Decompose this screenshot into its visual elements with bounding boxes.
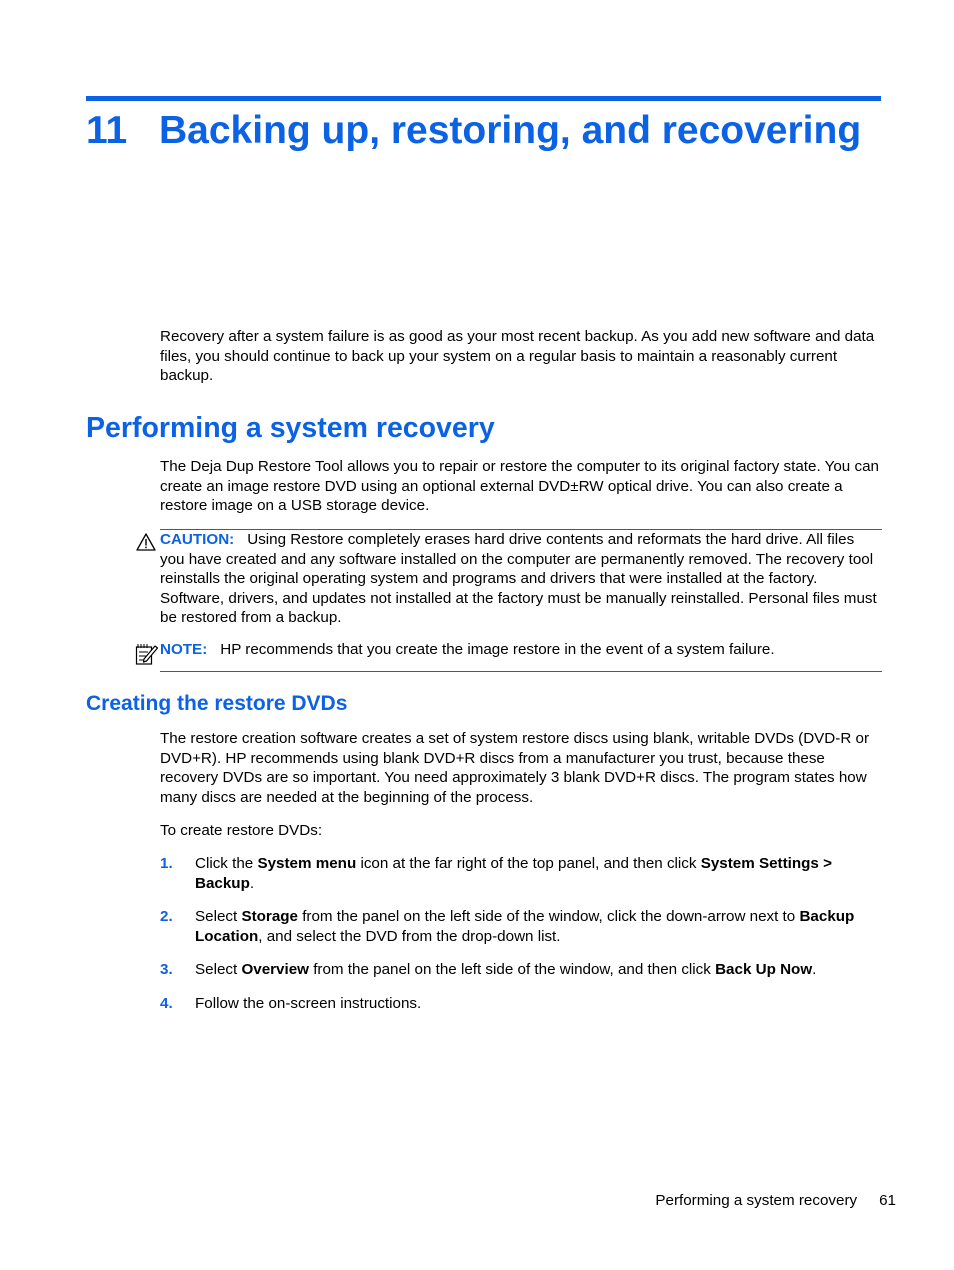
caution-text: Using Restore completely erases hard drive contents and reformats the hard drive. All files you have created and any software installed on the computer are permanently removed. The recovery tool reinstalls the original operating system and programs and drivers that were installed at the factory. Software, drivers, and updates not installed at the factory must be manually reinstalled. Personal files must be restored from a backup. bbox=[160, 531, 877, 627]
note-pencil-icon bbox=[135, 642, 159, 666]
note-text: HP recommends that you create the image restore in the event of a system failure. bbox=[220, 641, 775, 658]
step-text: Click the System menu icon at the far right of the top panel, and then click System Settings > Backup. bbox=[195, 855, 832, 892]
step-item bbox=[160, 907, 882, 946]
note-block bbox=[160, 640, 882, 660]
step-text: Select Storage from the panel on the left side of the window, click the down-arrow next to Backup Location, and select the DVD from the drop-down list. bbox=[195, 908, 855, 945]
chapter-title: Backing up, restoring, and recovering bbox=[159, 109, 862, 152]
step-text: Follow the on-screen instructions. bbox=[195, 995, 422, 1012]
caution-block bbox=[160, 530, 882, 628]
page-footer bbox=[655, 1192, 896, 1209]
steps-lead: To create restore DVDs: bbox=[160, 822, 323, 839]
step-number: 4. bbox=[160, 995, 173, 1012]
step-item bbox=[160, 960, 882, 980]
footer-section-title: Performing a system recovery bbox=[655, 1192, 858, 1209]
chapter-rule bbox=[86, 96, 881, 101]
page-number: 61 bbox=[879, 1192, 896, 1209]
step-number: 3. bbox=[160, 961, 173, 978]
warning-triangle-icon bbox=[136, 533, 156, 551]
step-number: 1. bbox=[160, 855, 173, 872]
step-item bbox=[160, 994, 882, 1014]
subsection-heading: Creating the restore DVDs bbox=[86, 692, 348, 715]
step-number: 2. bbox=[160, 908, 173, 925]
note-label: NOTE: bbox=[160, 641, 208, 658]
step-item bbox=[160, 854, 882, 893]
step-text: Select Overview from the panel on the left side of the window, and then click Back Up Now. bbox=[195, 961, 817, 978]
caution-label: CAUTION: bbox=[160, 531, 235, 548]
section-paragraph: The Deja Dup Restore Tool allows you to repair or restore the computer to its original factory state. You can create an image restore DVD using an optional external DVD±RW optical drive. You can also create a restore image on a USB storage device. bbox=[160, 458, 879, 515]
subsection-paragraph: The restore creation software creates a set of system restore discs using blank, writable DVDs (DVD-R or DVD+R). HP recommends using blank DVD+R discs from a manufacturer you trust, because these recovery DVDs are so important. You need approximately 3 blank DVD+R discs. The program states how many discs are needed at the beginning of the process. bbox=[160, 730, 870, 806]
intro-paragraph: Recovery after a system failure is as good as your most recent backup. As you add new software and data files, you should continue to back up your system on a regular basis to maintain a reasonably current backup. bbox=[160, 328, 875, 385]
section-heading: Performing a system recovery bbox=[86, 412, 495, 444]
note-bottom-rule bbox=[160, 671, 882, 672]
chapter-heading bbox=[86, 108, 861, 154]
chapter-number: 11 bbox=[86, 109, 128, 152]
